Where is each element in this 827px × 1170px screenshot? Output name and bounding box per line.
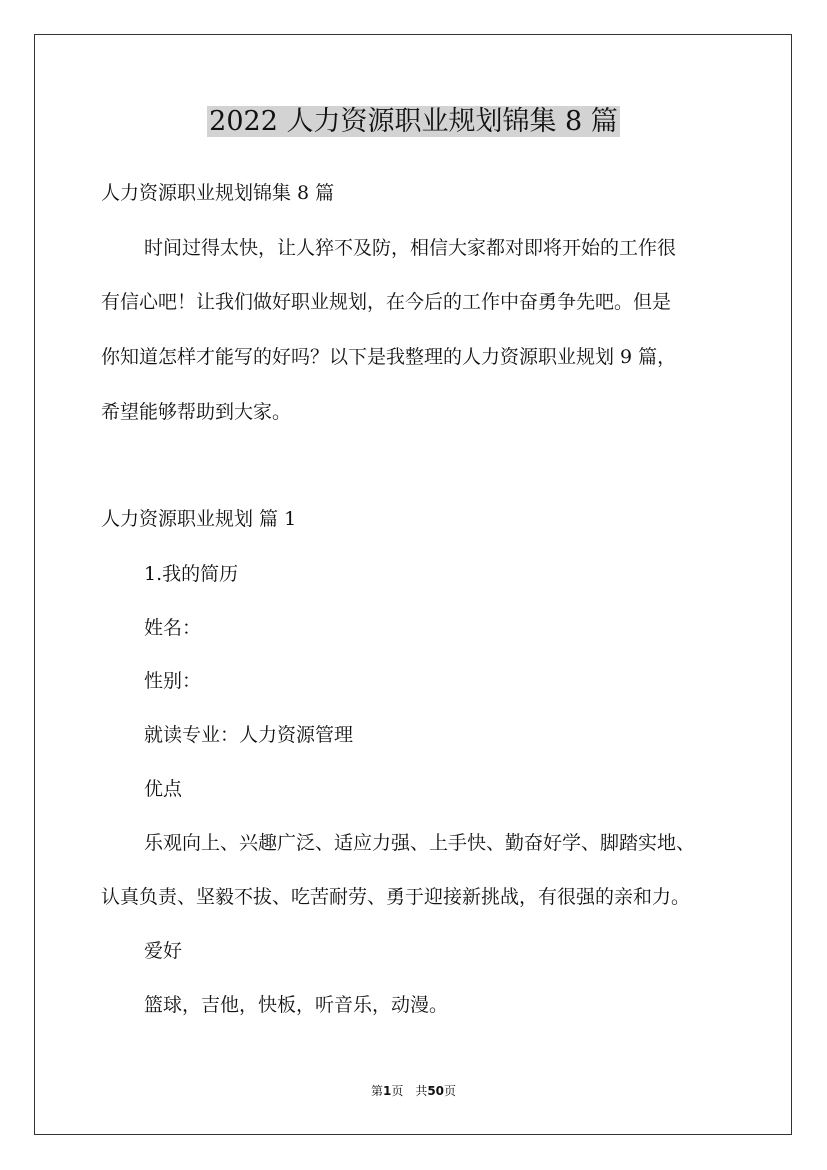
hobbies-line: 篮球，吉他，快板，听音乐，动漫。	[144, 994, 449, 1016]
strengths-line-2: 认真负责、坚毅不拔、吃苦耐劳、勇于迎接新挑战，有很强的亲和力。	[101, 886, 691, 908]
footer-middle: 页 共	[391, 1084, 428, 1098]
page-footer	[0, 1083, 827, 1099]
intro-line-1: 时间过得太快，让人猝不及防，相信大家都对即将开始的工作很	[144, 237, 677, 259]
document-title	[0, 103, 827, 141]
strengths-line-1: 乐观向上、兴趣广泛、适应力强、上手快、勤奋好学、脚踏实地、	[144, 832, 696, 854]
document-title-text: 2022 人力资源职业规划锦集 8 篇	[209, 106, 618, 137]
footer-suffix: 页	[444, 1084, 457, 1098]
document-subtitle: 人力资源职业规划锦集 8 篇	[101, 182, 335, 204]
section-heading: 人力资源职业规划 篇 1	[101, 508, 297, 530]
intro-line-2: 有信心吧！让我们做好职业规划，在今后的工作中奋勇争先吧。但是	[101, 291, 672, 313]
intro-line-3: 你知道怎样才能写的好吗？以下是我整理的人力资源职业规划 9 篇，	[101, 346, 677, 368]
footer-page-number: 1	[382, 1084, 392, 1098]
footer-total-pages: 50	[427, 1084, 445, 1098]
intro-line-4: 希望能够帮助到大家。	[101, 401, 292, 423]
footer-prefix: 第	[370, 1084, 383, 1098]
gender-label: 性别：	[144, 670, 202, 692]
name-label: 姓名：	[144, 617, 202, 639]
strengths-heading: 优点	[144, 778, 183, 800]
major-line: 就读专业：人力资源管理	[144, 724, 354, 746]
hobbies-heading: 爱好	[144, 940, 183, 962]
resume-heading: 1.我的简历	[144, 563, 239, 585]
